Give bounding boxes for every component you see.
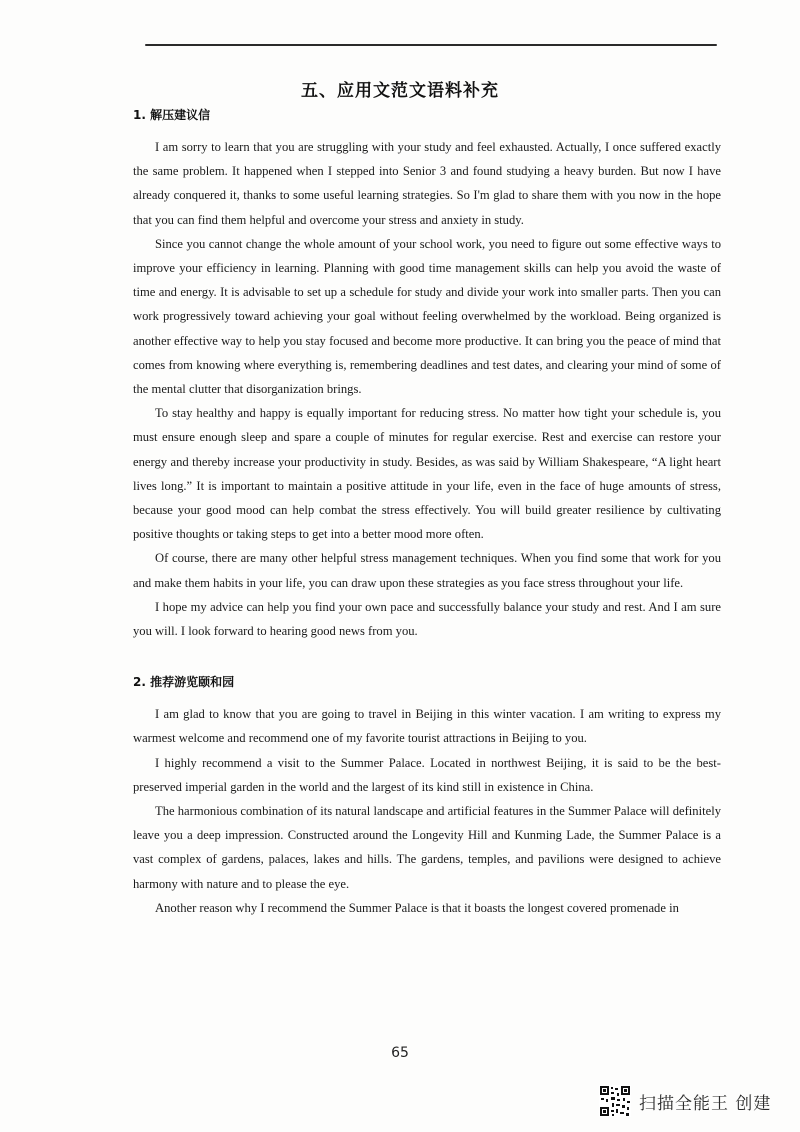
paragraph: I hope my advice can help you find your own pace and successfully balance your study and rest. And I am sure you will. I look forward to hearing good news from you. xyxy=(133,599,721,639)
scanner-watermark xyxy=(599,1085,771,1117)
section-summer-palace xyxy=(133,673,721,920)
paragraph: Another reason why I recommend the Summer Palace is that it boasts the longest covered promenade in xyxy=(155,900,679,915)
scanner-label: 扫描全能王 创建 xyxy=(639,1093,772,1114)
header-rule xyxy=(145,44,717,46)
section-heading: 2. 推荐游览颐和园 xyxy=(133,675,235,690)
paragraph: I highly recommend a visit to the Summer Palace. Located in northwest Beijing, it is said to be the best-preserved imperial garden in the world and the largest of its kind still in existence in China. xyxy=(133,755,721,794)
section-stress-advice xyxy=(133,106,721,643)
paragraph: I am glad to know that you are going to travel in Beijing in this winter vacation. I am writing to express my warmest welcome and recommend one of my favorite tourist attractions in Beijing to you. xyxy=(133,707,721,746)
section-heading: 1. 解压建议信 xyxy=(133,108,211,122)
page-content xyxy=(133,106,721,920)
paragraph: The harmonious combination of its natural landscape and artificial features in the Summer Palace will definitely leave you a deep impression. Constructed around the Longevity Hill and Kunming Lade, the Summer Palace is a vast complex of gardens, palaces, lakes and hills. The gardens, temples, and pavilions were designed to achieve harmony with nature and to please the eye. xyxy=(133,804,721,891)
qr-code-icon xyxy=(599,1085,631,1117)
paragraph: To stay healthy and happy is equally important for reducing stress. No matter how tight your schedule is, you must ensure enough sleep and spare a couple of minutes for regular exercise. Rest and exercise can restore your energy and thereby increase your productivity in study. Besides, as was said by William Shakespeare, “A light heart lives long.” It is important to maintain a positive attitude in your life, even in the face of huge amounts of stress, because your good mood can help combat the stress effectively. You will build greater resilience by cultivating positive thoughts or taking steps to get into a better mood more often. xyxy=(133,406,721,542)
page-number: 65 xyxy=(391,1045,409,1061)
section-title: 五、应用文范文语料补充 xyxy=(301,81,499,101)
paragraph: Of course, there are many other helpful stress management techniques. When you find some that work for you and make them habits in your life, you can draw upon these strategies as you face stress throughout your life. xyxy=(133,551,721,590)
paragraph: I am sorry to learn that you are struggling with your study and feel exhausted. Actually, I once suffered exactly the same problem. It happened when I stepped into Senior 3 and found studying a heavy burden. But now I have already conquered it, thanks to some useful learning strategies. So I'm glad to share them with you now in the hope that you can find them helpful and overcome your stress and anxiety in study. xyxy=(133,140,721,227)
paragraph: Since you cannot change the whole amount of your school work, you need to figure out some effective ways to improve your efficiency in learning. Planning with good time management skills can help you avoid the waste of time and energy. It is advisable to set up a schedule for study and divide your work into smaller parts. Then you can work progressively toward achieving your goal without feeling overwhelmed by the workload. Being organized is another effective way to help you stay focused and become more productive. It can bring you the peace of mind that comes from knowing where everything is, remembering deadlines and test dates, and clearing your mind of some of the mental clutter that disorganization brings. xyxy=(133,236,721,397)
